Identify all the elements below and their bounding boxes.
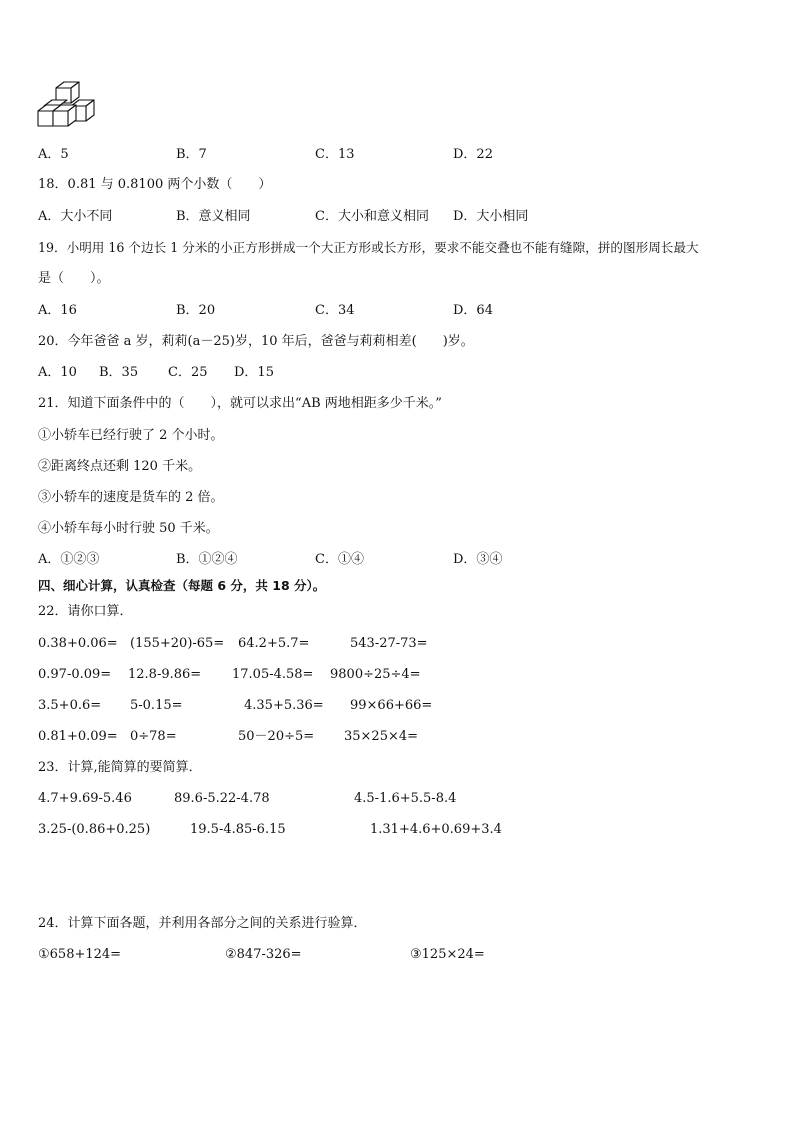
q20-option-c[interactable]: C．25 (168, 365, 208, 380)
q19-option-d[interactable]: D．64 (453, 303, 493, 318)
q19-stem-line1: 19．小明用 16 个边长 1 分米的小正方形拼成一个大正方形或长方形，要求不能交叠也不能有缝隙，拼的图形周长最大 (38, 240, 699, 255)
q20-stem: 20．今年爸爸 a 岁，莉莉(a－25)岁，10 年后，爸爸与莉莉相差( )岁。 (38, 334, 474, 349)
q17-option-c[interactable]: C．13 (315, 147, 355, 162)
q22-item: 4.35+5.36= (244, 698, 324, 713)
q22-item: 0.81+0.09= (38, 729, 118, 744)
q22-item: (155+20)-65= (130, 636, 225, 651)
q22-item: 35×25×4= (344, 729, 419, 744)
q18-option-c[interactable]: C．大小和意义相同 (315, 209, 429, 224)
q18-stem: 18．0.81 与 0.8100 两个小数（ ） (38, 177, 272, 192)
q21-condition-2: ②距离终点还剩 120 千米。 (38, 459, 202, 474)
q22-item: 543-27-73= (350, 636, 428, 651)
q22-item: 99×66+66= (350, 698, 433, 713)
q22-item: 3.5+0.6= (38, 698, 102, 713)
q24-stem: 24．计算下面各题，并利用各部分之间的关系进行验算． (38, 916, 367, 931)
q19-stem-line2: 是（ ）。 (38, 271, 110, 286)
q20-option-b[interactable]: B．35 (99, 365, 139, 380)
q23-item: 19.5-4.85-6.15 (190, 822, 286, 837)
q24-item-2: ②847-326= (225, 947, 302, 962)
q21-option-b[interactable]: B．①②④ (176, 552, 238, 567)
q21-condition-4: ④小轿车每小时行驶 50 千米。 (38, 521, 219, 536)
q22-stem: 22．请你口算． (38, 604, 133, 619)
q23-item: 89.6-5.22-4.78 (174, 791, 270, 806)
q22-item: 5-0.15= (130, 698, 183, 713)
q21-condition-3: ③小轿车的速度是货车的 2 倍。 (38, 490, 224, 505)
q19-option-a[interactable]: A．16 (38, 303, 77, 318)
q20-option-a[interactable]: A．10 (38, 365, 77, 380)
q17-option-d[interactable]: D．22 (453, 147, 493, 162)
q18-option-d[interactable]: D．大小相同 (453, 209, 529, 224)
q23-item: 1.31+4.6+0.69+3.4 (370, 822, 502, 837)
cube-stack-figure (36, 80, 102, 132)
q18-option-a[interactable]: A．大小不同 (38, 209, 113, 224)
q24-item-1: ①658+124= (38, 947, 122, 962)
q23-item: 3.25-(0.86+0.25) (38, 822, 151, 837)
q22-item: 9800÷25÷4= (330, 667, 421, 682)
q22-item: 0.38+0.06= (38, 636, 118, 651)
q23-item: 4.7+9.69-5.46 (38, 791, 132, 806)
q21-option-c[interactable]: C．①④ (315, 552, 364, 567)
q22-item: 0.97-0.09= (38, 667, 112, 682)
q19-option-b[interactable]: B．20 (176, 303, 216, 318)
q20-option-d[interactable]: D．15 (234, 365, 274, 380)
q23-item: 4.5-1.6+5.5-8.4 (354, 791, 457, 806)
q22-item: 12.8-9.86= (128, 667, 202, 682)
q22-item: 50－20÷5= (238, 729, 315, 744)
q21-option-a[interactable]: A．①②③ (38, 552, 100, 567)
q22-item: 0÷78= (130, 729, 177, 744)
q17-option-b[interactable]: B．7 (176, 147, 207, 162)
q24-item-3: ③125×24= (410, 947, 485, 962)
q18-option-b[interactable]: B．意义相同 (176, 209, 251, 224)
q23-stem: 23．计算,能简算的要简算． (38, 760, 202, 775)
q22-item: 17.05-4.58= (232, 667, 314, 682)
q21-condition-1: ①小轿车已经行驶了 2 个小时。 (38, 428, 224, 443)
q21-option-d[interactable]: D．③④ (453, 552, 503, 567)
q21-stem: 21．知道下面条件中的（ ），就可以求出“AB 两地相距多少千米。” (38, 396, 442, 411)
q19-option-c[interactable]: C．34 (315, 303, 355, 318)
q22-item: 64.2+5.7= (238, 636, 310, 651)
section-heading: 四、细心计算，认真检查（每题 6 分，共 18 分）。 (38, 578, 326, 593)
q17-option-a[interactable]: A．5 (38, 147, 69, 162)
